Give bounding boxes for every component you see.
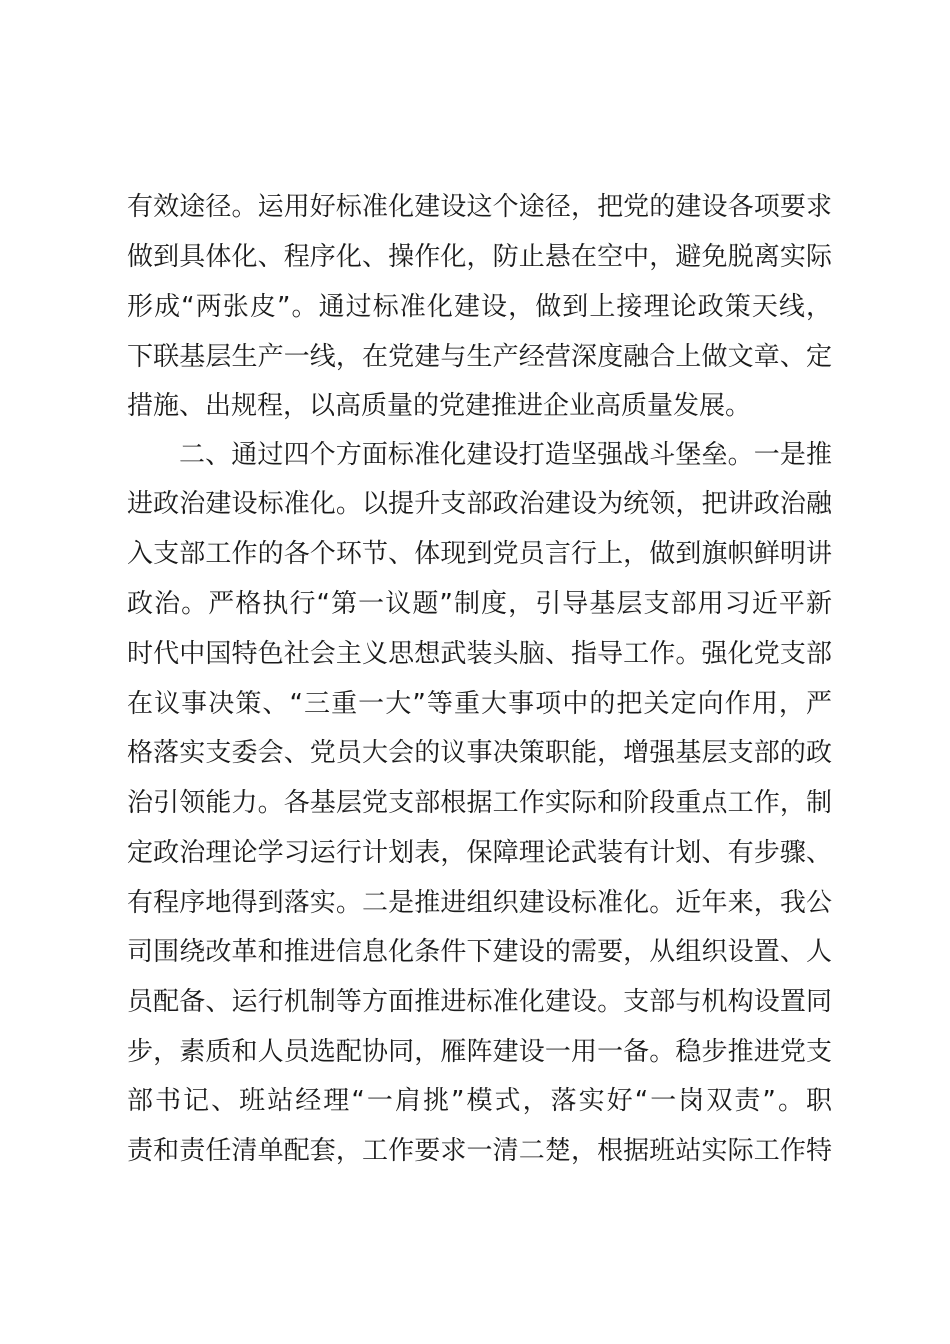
text-line: 定政治理论学习运行计划表，保障理论武装有计划、有步骤、 — [127, 838, 832, 868]
text-line: 有程序地得到落实。二是推进组织建设标准化。近年来，我公 — [127, 888, 832, 918]
text-line: 部书记、班站经理“一肩挑”模式，落实好“一岗双责”。职 — [127, 1086, 832, 1116]
text-line: 做到具体化、程序化、操作化，防止悬在空中，避免脱离实际 — [127, 242, 832, 272]
text-line: 有效途径。运用好标准化建设这个途径，把党的建设各项要求 — [127, 192, 832, 222]
text-line: 步，素质和人员选配协同，雁阵建设一用一备。稳步推进党支 — [127, 1037, 832, 1067]
text-line: 下联基层生产一线，在党建与生产经营深度融合上做文章、定 — [127, 342, 832, 372]
text-line: 政治。严格执行“第一议题”制度，引导基层支部用习近平新 — [127, 589, 832, 619]
text-line: 入支部工作的各个环节、体现到党员言行上，做到旗帜鲜明讲 — [127, 539, 832, 569]
text-line: 进政治建设标准化。以提升支部政治建设为统领，把讲政治融 — [127, 489, 832, 519]
text-line: 形成“两张皮”。通过标准化建设，做到上接理论政策天线， — [127, 292, 832, 322]
text-line: 格落实支委会、党员大会的议事决策职能，增强基层支部的政 — [127, 738, 832, 768]
text-line: 司围绕改革和推进信息化条件下建设的需要，从组织设置、人 — [127, 937, 832, 967]
text-line: 时代中国特色社会主义思想武装头脑、指导工作。强化党支部 — [127, 639, 832, 669]
text-line: 责和责任清单配套，工作要求一清二楚，根据班站实际工作特 — [127, 1136, 832, 1166]
text-line: 治引领能力。各基层党支部根据工作实际和阶段重点工作，制 — [127, 788, 832, 818]
text-line: 措施、出规程，以高质量的党建推进企业高质量发展。 — [127, 391, 752, 421]
paragraph-heading-line: 二、通过四个方面标准化建设打造坚强战斗堡垒。一是推 — [179, 440, 832, 470]
text-line: 员配备、运行机制等方面推进标准化建设。支部与机构设置同 — [127, 987, 832, 1017]
text-line: 在议事决策、“三重一大”等重大事项中的把关定向作用，严 — [127, 689, 832, 719]
